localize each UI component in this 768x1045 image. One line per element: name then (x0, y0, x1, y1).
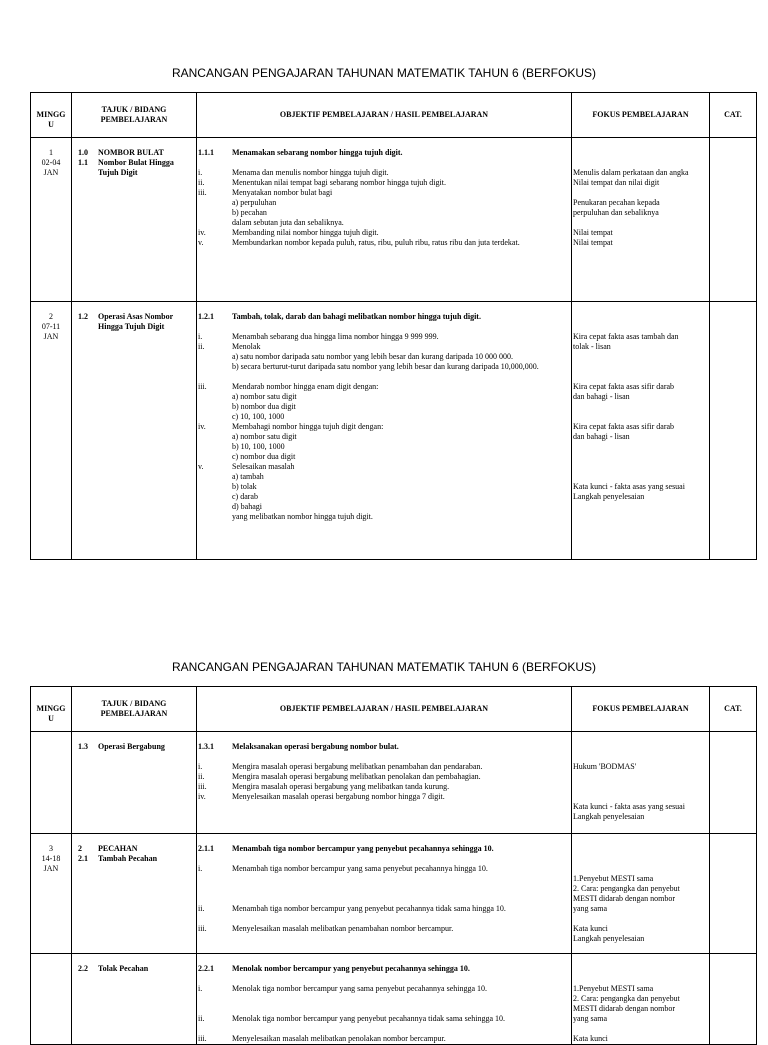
item-marker (198, 352, 232, 362)
item-marker: ii. (198, 342, 205, 351)
spacer (573, 158, 709, 168)
item-text: Menama dan menulis nombor hingga tujuh digit. (232, 168, 389, 177)
objective-number: 2.2.1 (198, 964, 214, 973)
focus-line: Nilai tempat dan nilai digit (573, 178, 660, 187)
topic-text: Nombor Bulat Hingga Tujuh Digit (98, 158, 174, 177)
item-text: Menolak tiga nombor bercampur yang penyebut pecahannya tidak sama sehingga 10. (232, 1014, 506, 1023)
topic-number: 2.2 (78, 964, 88, 973)
item-marker (198, 362, 232, 372)
topic-line (78, 844, 196, 854)
spacer (198, 372, 571, 382)
objective-item (198, 208, 571, 218)
objective-item (198, 482, 571, 492)
header-week: MINGG U (31, 687, 72, 732)
focus-line: Kata kunci - fakta asas yang sesuai (573, 482, 685, 491)
topic-line (78, 158, 196, 178)
objective-item (198, 782, 571, 792)
spacer (573, 312, 709, 322)
week-line: 3 (49, 844, 53, 853)
objective-item (198, 502, 571, 512)
item-marker: i. (198, 984, 203, 993)
objective-heading (198, 148, 571, 158)
objective-item (198, 382, 571, 392)
topic-line (78, 854, 196, 864)
objective-item (198, 402, 571, 412)
item-marker (198, 198, 232, 208)
document-page-2 (0, 600, 768, 1043)
item-marker: i. (198, 168, 203, 177)
objective-item (198, 238, 571, 248)
objective-item (198, 198, 571, 208)
item-text: Membundarkan nombor kepada puluh, ratus, ribu, puluh ribu, ratus ribu dan juta terdekat. (232, 238, 520, 247)
item-text: Menambah sebarang dua hingga lima nombor hingga 9 999 999. (232, 332, 439, 341)
focus-cell (572, 732, 710, 834)
spacer (573, 462, 709, 472)
spacer (573, 782, 709, 792)
objective-cell (197, 138, 572, 302)
objective-item (198, 762, 571, 772)
spacer (573, 964, 709, 974)
objective-block (197, 732, 571, 802)
item-marker (198, 442, 232, 452)
objective-item (198, 864, 571, 874)
spacer (573, 372, 709, 382)
spacer (198, 884, 571, 894)
item-text: Menolak tiga nombor bercampur yang sama penyebut pecahannya sehingga 10. (232, 984, 488, 993)
topic-cell (72, 954, 197, 1045)
topic-cell (72, 834, 197, 954)
objective-item (198, 1014, 571, 1024)
focus-line: perpuluhan dan sebaliknya (573, 208, 659, 217)
item-text: a) nombor satu digit (232, 432, 297, 441)
topic-line (78, 742, 196, 752)
week-line: JAN (43, 864, 59, 873)
item-marker: iii. (198, 782, 207, 791)
objective-title: Menambah tiga nombor bercampur yang penyebut pecahannya sehingga 10. (232, 844, 494, 853)
objective-cell (197, 954, 572, 1045)
focus-line: Nilai tempat (573, 228, 613, 237)
topic-text: Operasi Asas Nombor Hingga Tujuh Digit (98, 312, 173, 331)
week-cell (31, 302, 72, 560)
header-focus: FOKUS PEMBELAJARAN (572, 687, 710, 732)
topic-number: 1.3 (78, 742, 88, 751)
week-line: 1 (49, 148, 53, 157)
plan-table (30, 92, 757, 560)
topic-number: 1.2 (78, 312, 88, 321)
table-row (31, 834, 757, 954)
topic-text: NOMBOR BULAT (98, 148, 164, 157)
item-text: c) darab (232, 492, 258, 501)
item-marker: v. (198, 462, 204, 471)
item-marker: ii. (198, 178, 205, 187)
focus-line: Kata kunci - fakta asas yang sesuai (573, 802, 685, 811)
header-row (31, 687, 757, 732)
item-marker: ii. (198, 772, 205, 781)
objective-item (198, 218, 571, 228)
objective-item (198, 412, 571, 422)
item-marker: i. (198, 864, 203, 873)
week-cell (31, 732, 72, 834)
item-marker: iv. (198, 422, 206, 431)
item-marker (198, 402, 232, 412)
objective-item (198, 792, 571, 802)
item-text: Mengira masalah operasi bergabung melibatkan penambahan dan pendaraban. (232, 762, 483, 771)
item-marker: iii. (198, 1034, 207, 1043)
item-marker: ii. (198, 904, 205, 913)
objective-heading (198, 964, 571, 974)
item-marker: iii. (198, 924, 207, 933)
item-text: Menyelesaikan masalah melibatkan penambahan nombor bercampur. (232, 924, 454, 933)
item-marker (198, 472, 232, 482)
spacer (198, 894, 571, 904)
item-text: c) nombor dua digit (232, 452, 296, 461)
objective-item (198, 188, 571, 198)
focus-line: MESTI didarab dengan nombor (573, 1004, 675, 1013)
item-text: b) pecahan (232, 208, 267, 217)
item-marker: v. (198, 238, 204, 247)
objective-block (197, 954, 571, 1044)
item-marker: iv. (198, 792, 206, 801)
spacer (573, 854, 709, 864)
focus-block (572, 834, 709, 944)
item-marker (198, 492, 232, 502)
header-focus: FOKUS PEMBELAJARAN (572, 93, 710, 138)
header-row (31, 93, 757, 138)
objective-heading (198, 742, 571, 752)
item-text: b) 10, 100, 1000 (232, 442, 285, 451)
spacer (573, 452, 709, 462)
item-text: Selesaikan masalah (232, 462, 295, 471)
header-objective: OBJEKTIF PEMBELAJARAN / HASIL PEMBELAJARAN (197, 687, 572, 732)
focus-line: Hukum 'BODMAS' (573, 762, 637, 771)
objective-number: 1.1.1 (198, 148, 214, 157)
item-text: Menyatakan nombor bulat bagi (232, 188, 333, 197)
topic-number: 1.1 (78, 158, 88, 167)
objective-item (198, 442, 571, 452)
topic-cell (72, 302, 197, 560)
objective-title: Menamakan sebarang nombor hingga tujuh digit. (232, 148, 403, 157)
spacer (198, 914, 571, 924)
focus-line: 1.Penyebut MESTI sama (573, 984, 654, 993)
week-line: JAN (43, 168, 59, 177)
table-row (31, 138, 757, 302)
spacer (573, 188, 709, 198)
page-title: RANCANGAN PENGAJARAN TAHUNAN MATEMATIK TAHUN 6 (BERFOKUS) (171, 660, 597, 674)
topic-line (78, 312, 196, 332)
week-line: JAN (43, 332, 59, 341)
spacer (573, 322, 709, 332)
topic-line (78, 148, 196, 158)
focus-line: dan bahagi - lisan (573, 392, 630, 401)
spacer (573, 362, 709, 372)
focus-line: Nilai tempat (573, 238, 613, 247)
objective-title: Menolak nombor bercampur yang penyebut pecahannya sehingga 10. (232, 964, 470, 973)
objective-item (198, 178, 571, 188)
week-cell (31, 138, 72, 302)
objective-item (198, 342, 571, 352)
focus-line: Kata kunci (573, 924, 608, 933)
item-marker: i. (198, 762, 203, 771)
item-marker: iv. (198, 228, 206, 237)
topic-text: Operasi Bergabung (98, 742, 165, 751)
topic-block (72, 302, 196, 332)
spacer (573, 844, 709, 854)
item-text: a) satu nombor daripada satu nombor yang lebih besar dan kurang daripada 10 000 000. (232, 352, 514, 361)
cat-cell (710, 732, 757, 834)
focus-line: dan bahagi - lisan (573, 432, 630, 441)
item-text: Menyelesaikan masalah operasi bergabung nombor hingga 7 digit. (232, 792, 445, 801)
week-line: 02-04 (41, 158, 61, 167)
objective-item (198, 1034, 571, 1044)
item-marker (198, 392, 232, 402)
objective-item (198, 462, 571, 472)
spacer (573, 218, 709, 228)
objective-item (198, 422, 571, 432)
week-line: 14-18 (41, 854, 61, 863)
topic-text: PECAHAN (98, 844, 138, 853)
spacer (198, 1024, 571, 1034)
header-topic: TAJUK / BIDANG PEMBELAJARAN (72, 93, 197, 138)
objective-block (197, 302, 571, 522)
item-text: dalam sebutan juta dan sebaliknya. (232, 218, 344, 227)
item-marker (198, 482, 232, 492)
focus-line: Kata kunci (573, 1034, 608, 1043)
header-topic: TAJUK / BIDANG PEMBELAJARAN (72, 687, 197, 732)
spacer (573, 442, 709, 452)
focus-cell (572, 954, 710, 1045)
topic-block (72, 834, 196, 864)
focus-line: Langkah penyelesaian (573, 934, 645, 943)
focus-line: 2. Cara: pengangka dan penyebut (573, 994, 680, 1003)
focus-block (572, 954, 709, 1044)
week-line: 07-11 (41, 322, 61, 331)
cat-cell (710, 302, 757, 560)
item-text: Mengira masalah operasi bergabung melibatkan penolakan dan pembahagian. (232, 772, 481, 781)
focus-line: Kira cepat fakta asas sifir darab (573, 382, 675, 391)
objective-item (198, 512, 571, 522)
spacer (573, 1024, 709, 1034)
table-row (31, 732, 757, 834)
focus-line: Langkah penyelesaian (573, 492, 645, 501)
item-text: Membahagi nombor hingga tujuh digit dengan: (232, 422, 384, 431)
item-text: c) 10, 100, 1000 (232, 412, 285, 421)
objective-item (198, 452, 571, 462)
objective-item (198, 432, 571, 442)
item-marker (198, 502, 232, 512)
item-marker: iii. (198, 382, 207, 391)
objective-item (198, 392, 571, 402)
item-marker (198, 218, 232, 228)
spacer (573, 742, 709, 752)
header-cat: CAT. (710, 93, 757, 138)
header-objective: OBJEKTIF PEMBELAJARAN / HASIL PEMBELAJARAN (197, 93, 572, 138)
spacer (573, 752, 709, 762)
topic-text: Tolak Pecahan (98, 964, 149, 973)
spacer (573, 402, 709, 412)
item-marker: i. (198, 332, 203, 341)
item-text: Mengira masalah operasi bergabung yang melibatkan tanda kurung. (232, 782, 450, 791)
focus-line: Penukaran pecahan kepada (573, 198, 660, 207)
objective-cell (197, 732, 572, 834)
focus-line: Kira cepat fakta asas tambah dan (573, 332, 679, 341)
objective-cell (197, 834, 572, 954)
focus-cell (572, 834, 710, 954)
plan-table (30, 686, 757, 1045)
focus-cell (572, 138, 710, 302)
objective-number: 1.3.1 (198, 742, 214, 751)
objective-number: 2.1.1 (198, 844, 214, 853)
focus-line: MESTI didarab dengan nombor (573, 894, 675, 903)
topic-cell (72, 138, 197, 302)
focus-block (572, 302, 709, 502)
spacer (573, 352, 709, 362)
objective-cell (197, 302, 572, 560)
header-cat: CAT. (710, 687, 757, 732)
item-marker (198, 512, 232, 522)
focus-block (572, 732, 709, 822)
topic-number: 1.0 (78, 148, 88, 157)
focus-line: Kira cepat fakta asas sifir darab (573, 422, 675, 431)
spacer (573, 772, 709, 782)
item-marker (198, 452, 232, 462)
focus-line: tolak - lisan (573, 342, 611, 351)
topic-block (72, 138, 196, 178)
objective-block (197, 138, 571, 248)
item-text: Mendarab nombor hingga enam digit dengan: (232, 382, 379, 391)
spacer (198, 1004, 571, 1014)
item-marker (198, 412, 232, 422)
focus-cell (572, 302, 710, 560)
item-text: a) tambah (232, 472, 264, 481)
objective-block (197, 834, 571, 934)
objective-item (198, 472, 571, 482)
item-text: Membanding nilai nombor hingga tujuh digit. (232, 228, 379, 237)
spacer (198, 874, 571, 884)
week-line: 2 (49, 312, 53, 321)
objective-item (198, 228, 571, 238)
item-marker: ii. (198, 1014, 205, 1023)
item-text: Menambah tiga nombor bercampur yang sama penyebut pecahannya hingga 10. (232, 864, 488, 873)
objective-item (198, 168, 571, 178)
item-marker (198, 432, 232, 442)
item-text: b) nombor dua digit (232, 402, 296, 411)
topic-line (78, 964, 196, 974)
spacer (573, 148, 709, 158)
objective-title: Tambah, tolak, darab dan bahagi melibatkan nombor hingga tujuh digit. (232, 312, 481, 321)
objective-item (198, 924, 571, 934)
table-row (31, 302, 757, 560)
header-week: MINGG U (31, 93, 72, 138)
spacer (573, 974, 709, 984)
objective-item (198, 904, 571, 914)
spacer (573, 792, 709, 802)
cat-cell (710, 834, 757, 954)
table-row (31, 954, 757, 1045)
objective-title: Melaksanakan operasi bergabung nombor bulat. (232, 742, 399, 751)
week-cell (31, 834, 72, 954)
item-text: Menyelesaikan masalah melibatkan penolakan nombor bercampur. (232, 1034, 446, 1043)
spacer (198, 994, 571, 1004)
item-text: Menentukan nilai tempat bagi sebarang nombor hingga tujuh digit. (232, 178, 446, 187)
topic-number: 2.1 (78, 854, 88, 863)
cat-cell (710, 138, 757, 302)
item-text: b) secara berturut-turut daripada satu nombor yang lebih besar dan kurang daripada 10,000,000. (232, 362, 539, 371)
focus-line: 2. Cara: pengangka dan penyebut (573, 884, 680, 893)
page-title: RANCANGAN PENGAJARAN TAHUNAN MATEMATIK TAHUN 6 (BERFOKUS) (171, 66, 597, 80)
topic-block (72, 732, 196, 752)
objective-heading (198, 844, 571, 854)
item-marker: iii. (198, 188, 207, 197)
item-text: d) bahagi (232, 502, 262, 511)
topic-number: 2 (78, 844, 82, 853)
item-marker (198, 208, 232, 218)
objective-item (198, 362, 571, 372)
objective-heading (198, 312, 571, 322)
objective-item (198, 332, 571, 342)
spacer (573, 914, 709, 924)
objective-item (198, 352, 571, 362)
item-text: Menambah tiga nombor bercampur yang penyebut pecahannya tidak sama hingga 10. (232, 904, 506, 913)
focus-line: yang sama (573, 1014, 607, 1023)
topic-text: Tambah Pecahan (98, 854, 158, 863)
topic-block (72, 954, 196, 974)
focus-line: Menulis dalam perkataan dan angka (573, 168, 689, 177)
focus-line: 1.Penyebut MESTI sama (573, 874, 654, 883)
item-text: yang melibatkan nombor hingga tujuh digit. (232, 512, 373, 521)
focus-line: Langkah penyelesaian (573, 812, 645, 821)
cat-cell (710, 954, 757, 1045)
objective-number: 1.2.1 (198, 312, 214, 321)
spacer (573, 472, 709, 482)
objective-item (198, 984, 571, 994)
item-text: Menolak (232, 342, 261, 351)
item-text: b) tolak (232, 482, 257, 491)
objective-item (198, 772, 571, 782)
spacer (573, 864, 709, 874)
focus-line: yang sama (573, 904, 607, 913)
spacer (573, 412, 709, 422)
item-text: a) perpuluhan (232, 198, 277, 207)
topic-cell (72, 732, 197, 834)
item-text: a) nombor satu digit (232, 392, 297, 401)
objective-item (198, 492, 571, 502)
focus-block (572, 138, 709, 248)
week-cell (31, 954, 72, 1045)
